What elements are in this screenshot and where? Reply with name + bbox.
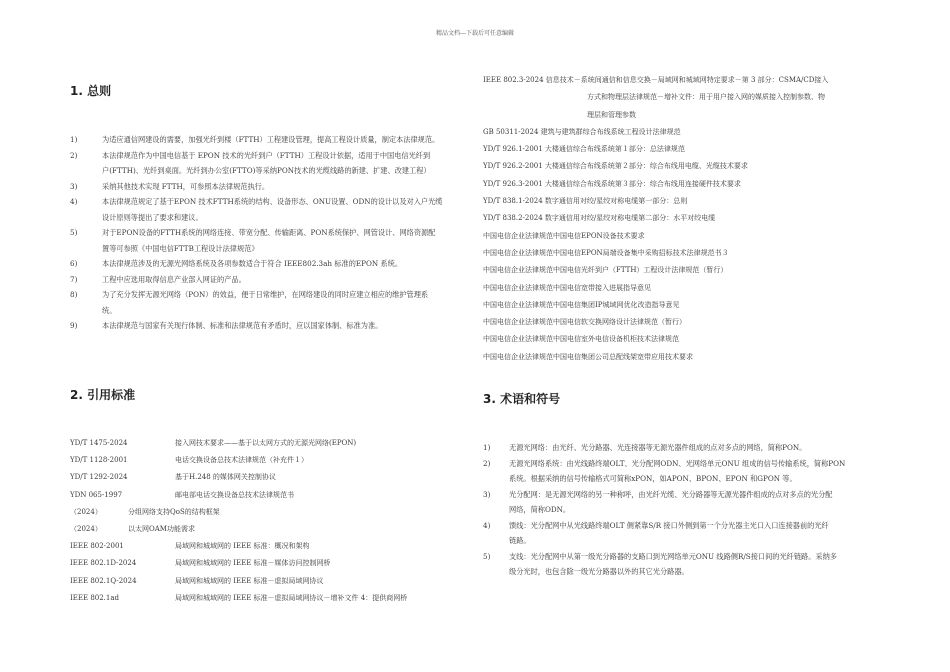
list-item-text: 无源光网络：由光纤、光分路器、光连接器等无源光器件组成的点对多点的网络，简称PON。 — [509, 443, 807, 452]
reference-row — [70, 573, 465, 590]
list-item — [70, 272, 465, 288]
list-item-text: 系统。根据采纳的信号传输格式可简称xPON，如APON、BPON、EPON 和GPON 等。 — [509, 474, 797, 483]
list-item-number: 9) — [70, 321, 78, 330]
reference-row — [70, 521, 465, 538]
reference-row — [70, 469, 465, 486]
list-item-text: 工程中应选用取得信息产业部入网证的产品。 — [102, 274, 246, 284]
list-item — [70, 318, 465, 334]
section2-refs — [70, 435, 465, 607]
reference-row — [70, 452, 465, 469]
section1-title: 1. 总则 — [70, 84, 112, 98]
reference-code: YD/T 1292-2024 — [70, 473, 128, 482]
list-item-text: 采纳其他技术实现 FTTH，可参照本法律规范执行。 — [102, 181, 270, 191]
reference-title: 接入网技术要求——基于以太网方式的无源光网络(EPON) — [175, 439, 357, 447]
reference-line: 中国电信企业法律规范中国电信集团公司总配线架宽带应用技术要求 — [483, 352, 693, 361]
list-item-number: 6) — [70, 259, 78, 268]
reference-row — [70, 435, 465, 452]
reference-row — [70, 538, 465, 555]
list-item-number: 1) — [483, 443, 491, 452]
list-item-text: 无源光网络系统：由光线路终端OLT、光分配网ODN、光网络单元ONU 组成的信号传输系统，简称PON — [509, 458, 846, 468]
section3-title: 3. 术语和符号 — [483, 392, 561, 406]
list-item-number: 2) — [70, 150, 78, 160]
list-item-text: 链路。 — [509, 536, 531, 545]
reference-line: YD/T 926.2-2001 大楼通信综合布线系统第２部分：综合布线用电缆、光缆技术要求 — [483, 162, 748, 171]
list-item-number: 4) — [70, 197, 78, 206]
list-item — [70, 287, 465, 318]
list-item-number: 1) — [70, 135, 78, 144]
list-item-text: 设计原则等提出了要求和建议。 — [102, 212, 203, 222]
list-item-text: 为了充分发挥无源光网络（PON）的效益，便于日常维护，在网络建设的同时应建立相应的维护管理系 — [102, 290, 429, 299]
list-item-number: 3) — [70, 181, 78, 191]
reference-title: 局域网和城域网的 IEEE 标准－虚拟局域网协议－增补文件 4：提供商网桥 — [175, 593, 408, 602]
reference-title: 基于H.248 的媒体网关控制协议 — [175, 473, 276, 482]
reference-code: YD/T 1475-2024 — [70, 439, 128, 447]
list-item-text: 网络，简称ODN。 — [509, 505, 571, 514]
list-item-number: 4) — [483, 520, 491, 530]
reference-title: 局域网和城域网的 IEEE 标准－媒体访问控制网桥 — [175, 559, 331, 568]
reference-code: IEEE 802.1Q-2024 — [70, 576, 137, 585]
list-item-number: 7) — [70, 274, 78, 284]
list-item-text: 光分配网：是无源光网络的另一种称呼，由光纤光缆、光分路器等无源光器件组成的点对多点的光分配 — [509, 489, 833, 499]
reference-line: 中国电信企业法律规范中国电信光纤到户（FTTH）工程设计法律规范（暂行） — [483, 266, 728, 275]
reference-title: 局域网和城域网的 IEEE 标准－虚拟局域网协议 — [175, 576, 324, 585]
reference-line: YD/T 838.1-2024 数字通信用对绞/星绞对称电缆第一部分：总则 — [483, 197, 688, 206]
reference-code: （2024） — [70, 507, 102, 516]
reference-row — [70, 504, 465, 521]
reference-title: 分组网络支持QoS的结构框架 — [128, 507, 220, 516]
reference-line: YD/T 926.3-2001 大楼通信综合布线系统第３部分：综合布线用连接硬件技术要求 — [483, 179, 741, 188]
list-item-text: 置等可参照《中国电信FTTB工程设计法律规范》 — [102, 243, 259, 253]
reference-row — [70, 590, 465, 607]
reference-line: 中国电信企业法律规范中国电信集团IP城域网优化改造指导意见 — [483, 300, 680, 309]
reference-line: 中国电信企业法律规范中国电信宽带接入进展指导意见 — [483, 283, 651, 292]
list-item — [70, 148, 465, 179]
reference-title: 邮电部电话交换设备总技术法律规范书 — [175, 490, 294, 499]
reference-line: 理层和管理参数 — [587, 110, 636, 119]
reference-line: 中国电信企业法律规范中国电信软交换网络设计法律规范（暂行） — [483, 318, 686, 327]
list-item-text: 本法律规范规定了基于EPON 技术FTTH系统的结构、设备形态、ONU设置、ODN的设计以及对入户光缆 — [102, 197, 443, 206]
section3-list — [483, 440, 893, 580]
list-item-text: 户(FTTH)、光纤到桌面。光纤到办公室(FTTO)等采纳PON技术的光缆线路的新建、扩建、改建工程） — [102, 166, 431, 175]
list-item — [483, 487, 893, 518]
reference-line: IEEE 802.3-2024 信息技术－系统间通信和信息交换－局域网和城域网特定要求－第 3 部分：CSMA/CD接入 — [483, 76, 829, 84]
list-item-text: 本法律规范涉及的无源光网络系统及各项参数适合于符合 IEEE802.3ah 标准的EPON 系统。 — [102, 259, 403, 268]
list-item — [483, 549, 893, 580]
section1-list — [70, 132, 465, 334]
list-item — [70, 179, 465, 195]
list-item-text: 支线：光分配网中从第一级光分路器的支路口到光网络单元ONU 线路侧R/S接口间的光纤链路。采纳多 — [509, 551, 837, 561]
reference-line: 中国电信企业法律规范中国电信EPON局端设备集中采购招标技术法律规范书３ — [483, 248, 729, 257]
reference-code: IEEE 802.1ad — [70, 593, 120, 602]
section2-title: 2. 引用标准 — [70, 388, 136, 402]
list-item-text: 统。 — [102, 305, 117, 315]
reference-code: （2024） — [70, 525, 102, 534]
reference-line: 中国电信企业法律规范中国电信EPON设备技术要求 — [483, 231, 645, 240]
reference-line: YD/T 926.1-2001 大楼通信综合布线系统第１部分：总法律规范 — [483, 145, 685, 154]
list-item-text: 本法律规范作为中国电信基于 EPON 技术的光纤到户（FTTH）工程设计依据，适用于中国电信光纤到 — [102, 150, 431, 160]
reference-row — [70, 487, 465, 504]
reference-code: IEEE 802.1D-2024 — [70, 559, 137, 568]
reference-line: 中国电信企业法律规范中国电信室外电信设备机柜技术法律规范 — [483, 335, 679, 344]
list-item-number: 5) — [70, 228, 78, 237]
reference-title: 电话交换设备总技术法律规范（补充件１） — [175, 456, 308, 465]
list-item-text: 为适应通信网建设的需要，加强光纤到楼（FTTH）工程建设管理，提高工程设计质量，制定本法律规范。 — [102, 135, 440, 144]
list-item-number: 3) — [483, 489, 491, 499]
reference-title: 以太网OAM功能需求 — [128, 525, 195, 534]
list-item-number: 2) — [483, 458, 491, 468]
reference-line: 方式和物理层法律规范－增补文件：用于用户接入网的媒质接入控制参数、物 — [587, 93, 825, 102]
list-item — [70, 256, 465, 272]
reference-line: YD/T 838.2-2024 数字通信用对绞/星绞对称电缆第二部分：水平对绞电缆 — [483, 214, 716, 223]
list-item-text: 级分光时，也包含除一级光分路器以外的其它光分路器。 — [509, 567, 689, 576]
list-item-text: 本法律规范与国家有关现行体制、标准和法律规范有矛盾时，应以国家体制、标准为准。 — [102, 321, 383, 330]
reference-title: 局域网和城域网的 IEEE 标准：概况和架构 — [175, 542, 310, 551]
list-item-text: 对于EPON设备的FTTH系统的网络连接、带宽分配、传输距离、PON系统保护、网管设计、网络资源配 — [102, 228, 436, 237]
list-item — [483, 518, 893, 549]
list-item — [483, 440, 893, 456]
reference-code: IEEE 802-2001 — [70, 542, 124, 551]
list-item — [70, 194, 465, 225]
list-item — [70, 225, 465, 256]
reference-code: YD/T 1128-2001 — [70, 456, 128, 465]
list-item — [483, 456, 893, 487]
list-item-number: 8) — [70, 290, 78, 299]
reference-row — [70, 555, 465, 572]
list-item-number: 5) — [483, 551, 491, 561]
section2-refs-continued — [483, 72, 893, 366]
list-item-text: 馈线：光分配网中从光线路终端OLT 侧紧靠S/R 接口外侧到第一个分光器主光口入口连接器前的光纤 — [509, 520, 829, 530]
reference-line: GB 50311-2024 建筑与建筑群综合布线系统工程设计法律规范 — [483, 127, 681, 136]
reference-code: YDN 065-1997 — [70, 490, 123, 499]
list-item — [70, 132, 465, 148]
header-note: 精品文档---下载后可任意编辑 — [435, 30, 515, 37]
